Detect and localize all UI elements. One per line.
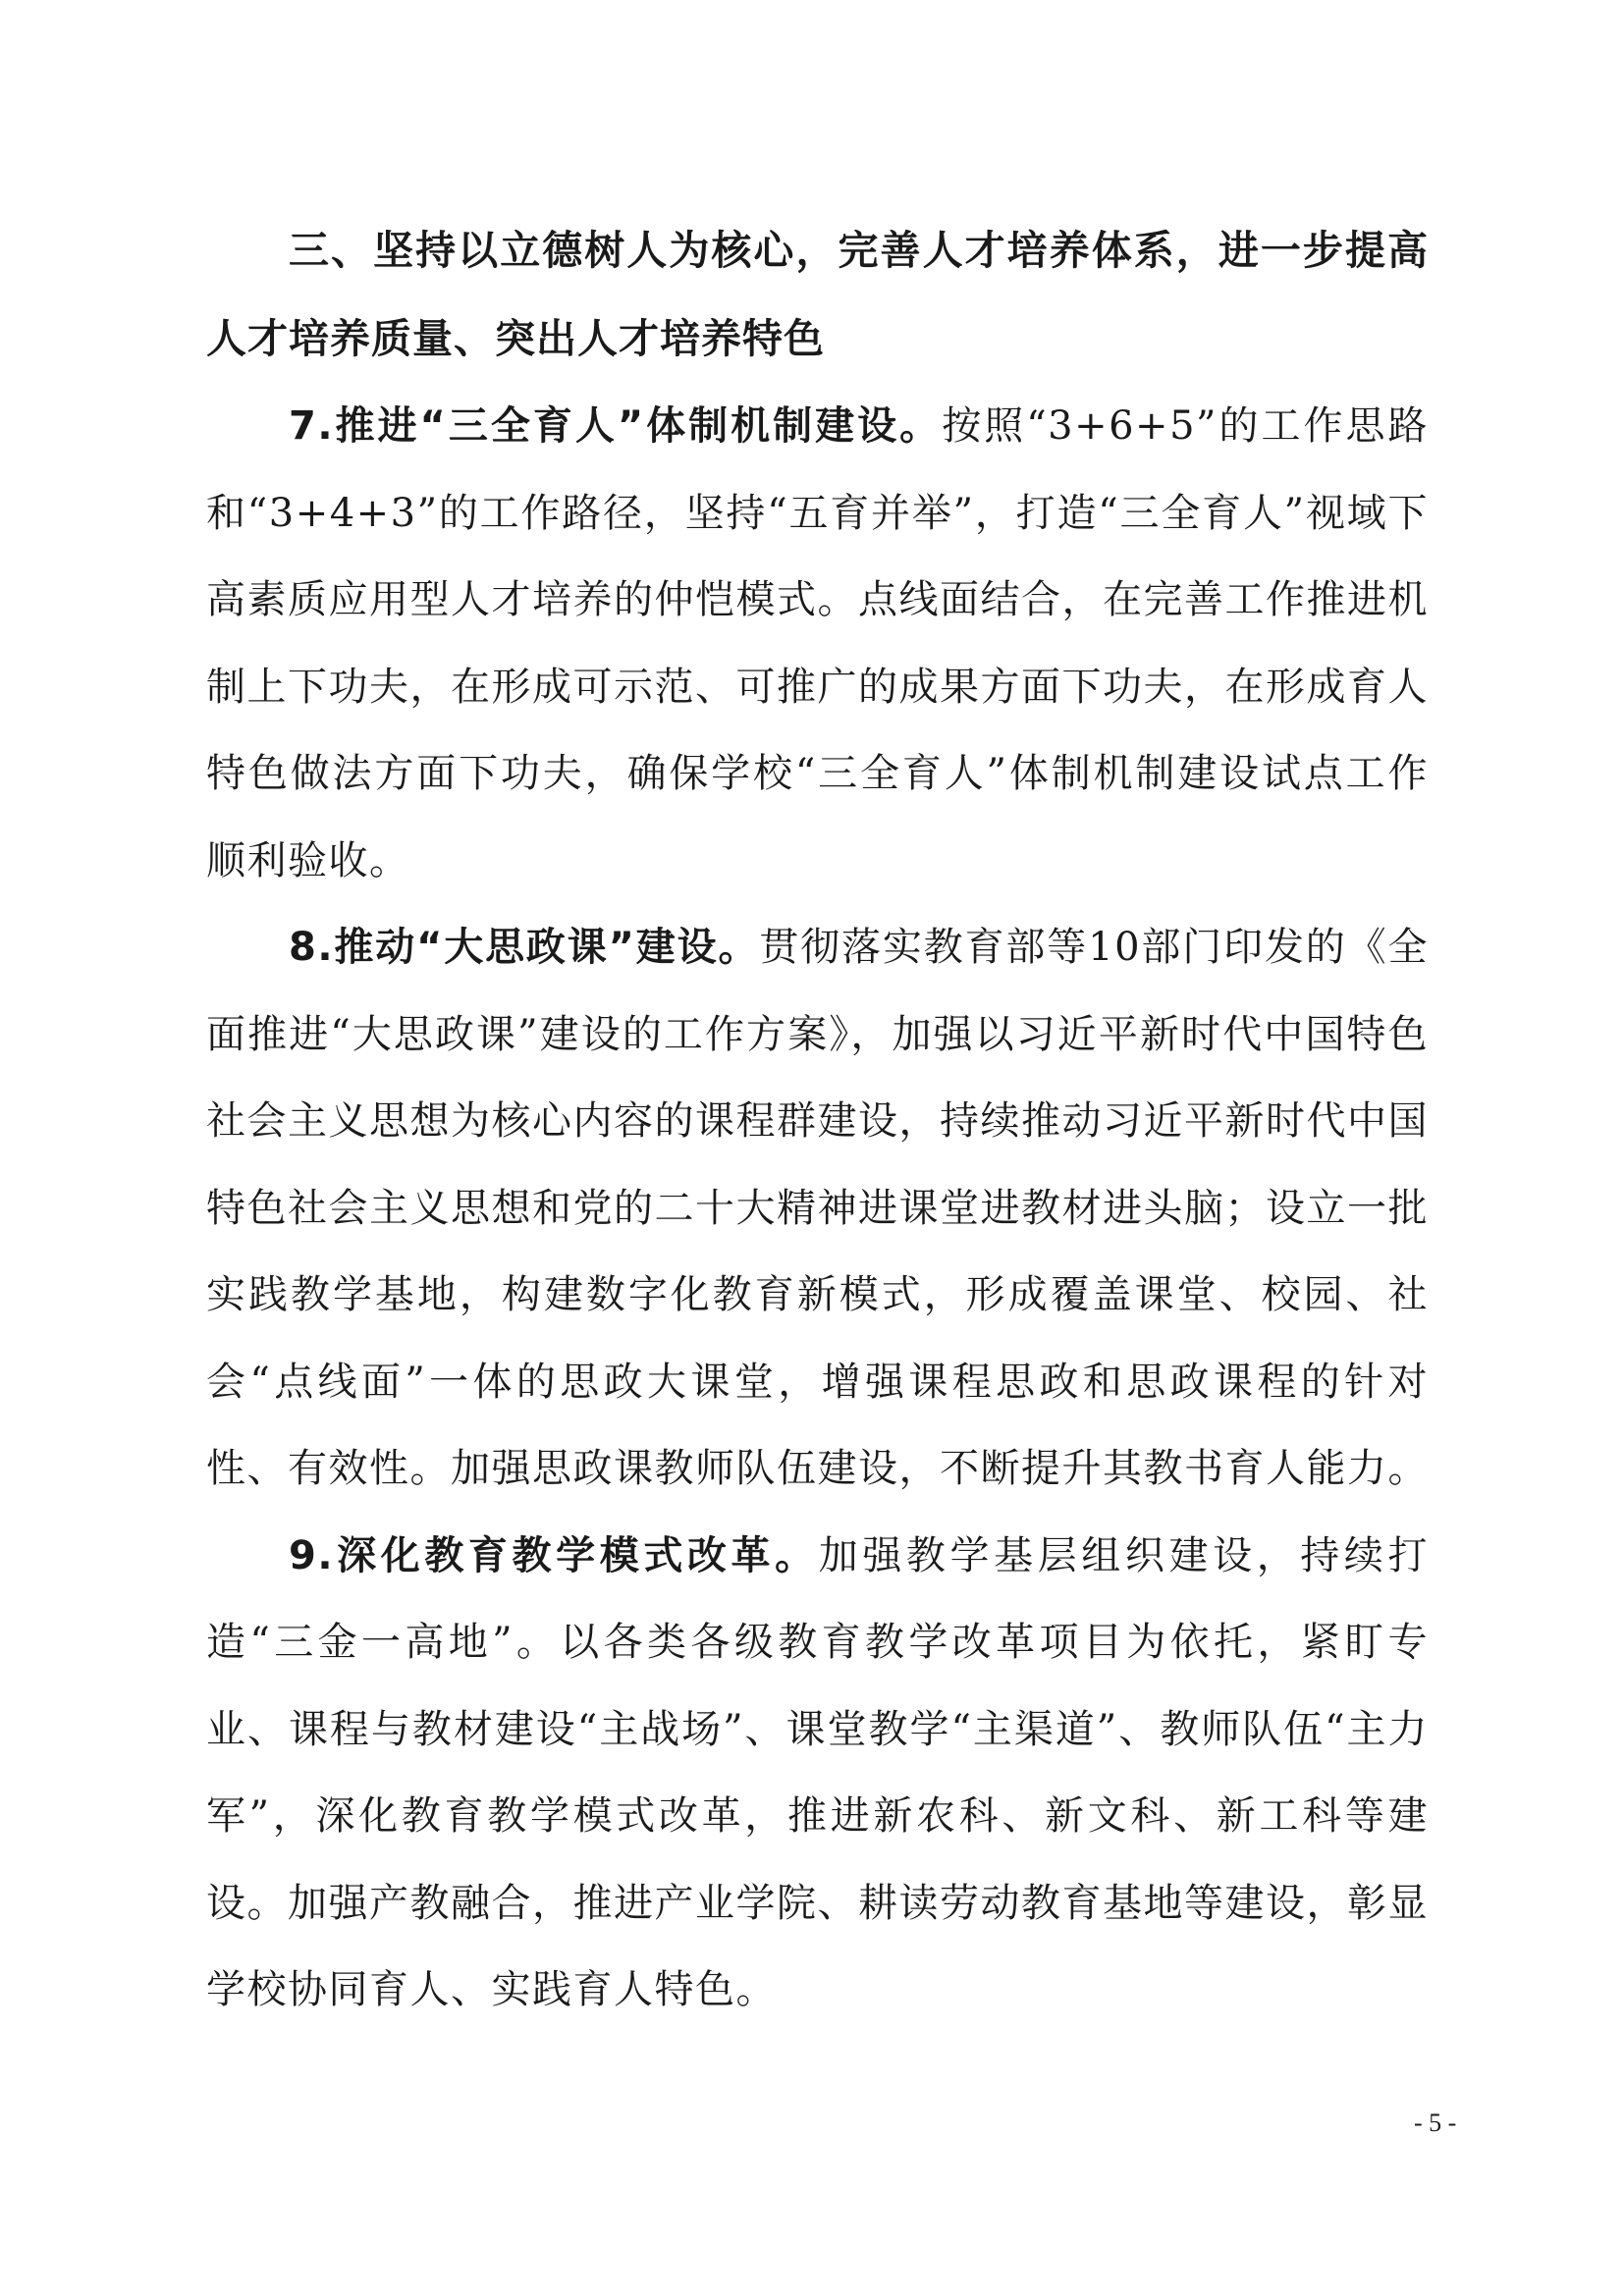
paragraph-7-body: 按照“3+6+5”的工作思路和“3+4+3”的工作路径，坚持“五育并举”，打造“三全育人”视域下高素质应用型人才培养的仲恺模式。点线面结合，在完善工作推进机制上下功夫，在形成可示范、可推广的成果方面下功夫，在形成育人特色做法方面下功夫，确保学校“三全育人”体制机制建设试点工作顺利验收。: [206, 403, 1429, 883]
paragraph-9-body: 加强教学基层组织建设，持续打造“三金一高地”。以各类各级教育教学改革项目为依托，紧盯专业、课程与教材建设“主战场”、课堂教学“主渠道”、教师队伍“主力军”，深化教育教学模式改革，推进新农科、新文科、新工科等建设。加强产教融合，推进产业学院、耕读劳动教育基地等建设，彰显学校协同育人、实践育人特色。: [206, 1532, 1430, 2012]
paragraph-8: [206, 904, 1429, 1513]
paragraph-7: [206, 383, 1429, 904]
document-body: [206, 206, 1429, 2034]
page-number: - 5 -: [1414, 2109, 1457, 2137]
paragraph-9-title: 9.深化教育教学模式改革。: [289, 1532, 819, 1578]
paragraph-7-title: 7.推进“三全育人”体制机制建设。: [289, 403, 943, 449]
paragraph-8-body: 贯彻落实教育部等10部门印发的《全面推进“大思政课”建设的工作方案》，加强以习近平新时代中国特色社会主义思想为核心内容的课程群建设，持续推动习近平新时代中国特色社会主义思想和党的二十大精神进课堂进教材进头脑；设立一批实践教学基地，构建数字化教育新模式，形成覆盖课堂、校园、社会“点线面”一体的思政大课堂，增强课程思政和思政课程的针对性、有效性。加强思政课教师队伍建设，不断提升其教书育人能力。: [206, 925, 1429, 1491]
section-heading: 三、坚持以立德树人为核心，完善人才培养体系，进一步提高人才培养质量、突出人才培养特色: [206, 227, 1429, 362]
paragraph-9: [206, 1513, 1429, 2034]
paragraph-8-title: 8.推动“大思政课”建设。: [289, 925, 760, 970]
